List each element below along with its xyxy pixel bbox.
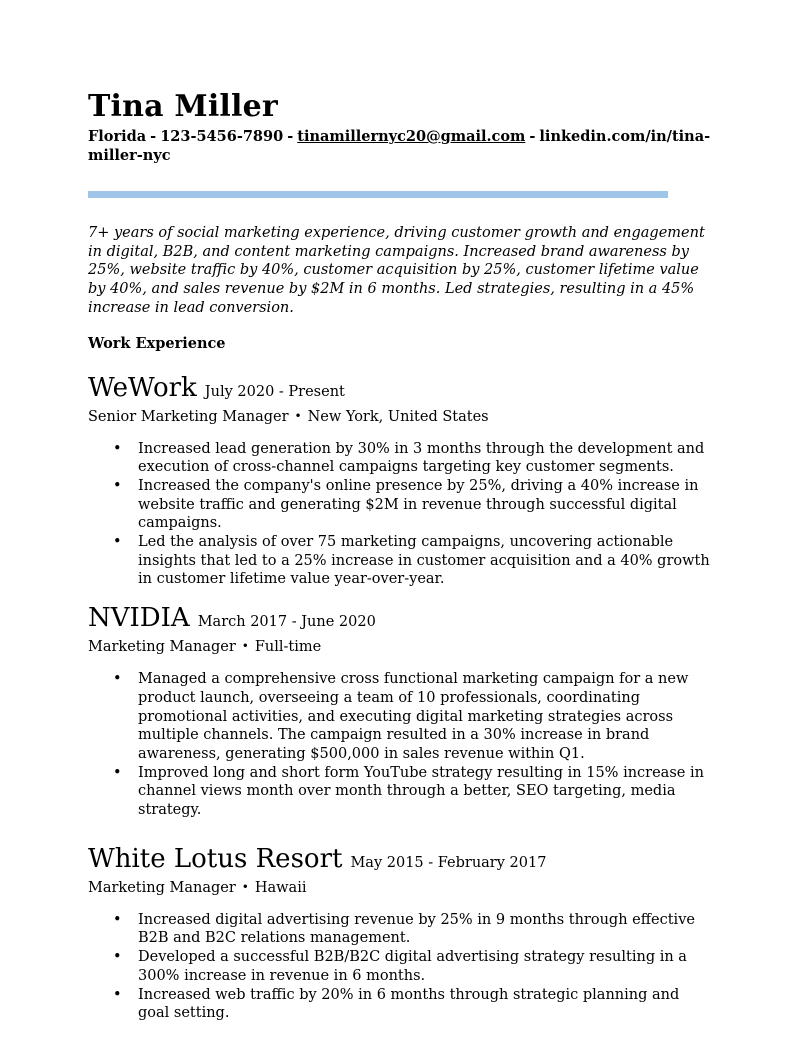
accent-divider-bar <box>88 191 668 198</box>
job-subtitle <box>88 637 712 657</box>
subtitle-separator: • <box>241 639 249 654</box>
company-name: NVIDIA <box>88 603 190 634</box>
job-dates: May 2015 - February 2017 <box>350 854 547 871</box>
job-entry-white-lotus-resort <box>88 844 712 1023</box>
job-subtitle <box>88 878 712 898</box>
subtitle-separator: • <box>241 879 249 894</box>
bullet-point: • Increased digital advertising revenue by 25% in 9 months through effective B2B and B2C relations management. <box>88 911 712 948</box>
bullet-point: • Increased web traffic by 20% in 6 months through strategic planning and goal setting. <box>88 986 712 1023</box>
company-name: White Lotus Resort <box>88 843 343 874</box>
contact-line <box>88 127 712 165</box>
bullet-point: • Managed a comprehensive cross functional marketing campaign for a new product launch, overseeing a team of 10 professionals, coordinating promotional activities, and executing digital marketing strategies across multiple channels. The campaign resulted in a 30% increase in brand awareness, generating $500,000 in sales revenue within Q1. <box>88 670 712 764</box>
job-header <box>88 844 712 878</box>
job-subtitle <box>88 407 712 427</box>
subtitle-separator: • <box>294 408 302 423</box>
linkedin-url: linkedin.com/in/tina-miller-nyc <box>88 128 711 164</box>
job-entry-wework <box>88 373 712 590</box>
job-type: Full-time <box>254 639 322 656</box>
summary-paragraph: 7+ years of social marketing experience, driving customer growth and engagement in digital, B2B, and content marketing campaigns. Increased brand awareness by 25%, website traffic by 40%, customer acquisition by 25%, customer lifetime value by 40%, and sales revenue by $2M in 6 months. Led strategies, resulting in a 45% increase in lead conversion. <box>88 225 705 316</box>
job-bullet-list <box>88 911 712 1023</box>
job-location: New York, United States <box>307 408 489 425</box>
bullet-point: • Led the analysis of over 75 marketing campaigns, uncovering actionable insights that led to a 25% increase in customer acquisition and a 40% growth in customer lifetime value year-over-year. <box>88 533 712 589</box>
bullet-point: • Increased lead generation by 30% in 3 months through the development and execution of cross-channel campaigns targeting key customer segments. <box>88 440 712 477</box>
contact-phone: 123-5456-7890 <box>160 128 284 145</box>
job-role: Senior Marketing Manager <box>88 408 289 425</box>
job-role: Marketing Manager <box>88 879 236 896</box>
bullet-point: • Developed a successful B2B/B2C digital advertising strategy resulting in a 300% increase in revenue in 6 months. <box>88 948 712 985</box>
job-role: Marketing Manager <box>88 639 236 656</box>
name-heading: Tina Miller <box>88 89 278 124</box>
bullet-point: • Improved long and short form YouTube strategy resulting in 15% increase in channel views month over month through a better, SEO targeting, media strategy. <box>88 764 712 820</box>
job-bullet-list <box>88 670 712 820</box>
company-name: WeWork <box>88 372 197 403</box>
job-dates: March 2017 - June 2020 <box>197 614 376 631</box>
contact-separator: - <box>150 128 157 145</box>
job-dates: July 2020 - Present <box>204 383 345 400</box>
bullet-point: • Increased the company's online presence by 25%, driving a 40% increase in website traffic and generating $2M in revenue through successful digital campaigns. <box>88 477 712 533</box>
contact-separator: - <box>529 128 536 145</box>
contact-separator: - <box>287 128 294 145</box>
job-bullet-list <box>88 440 712 590</box>
contact-location: Florida <box>88 128 147 145</box>
email-link[interactable]: tinamillernyc20@gmail.com <box>297 128 526 145</box>
job-location: Hawaii <box>254 879 307 896</box>
work-experience-heading: Work Experience <box>88 334 226 352</box>
job-header <box>88 603 712 637</box>
job-header <box>88 373 712 407</box>
job-entry-nvidia <box>88 603 712 820</box>
